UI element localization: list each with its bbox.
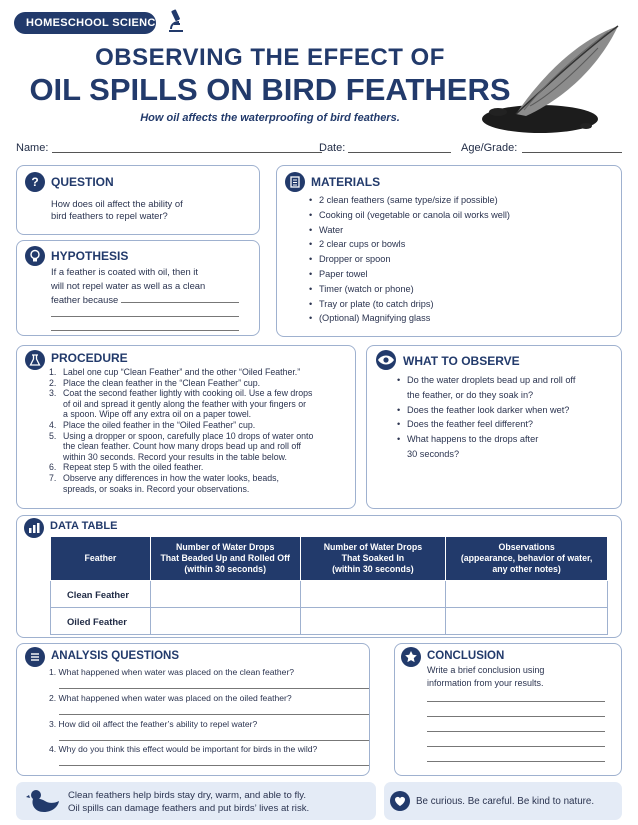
materials-item: • Water	[309, 223, 510, 238]
materials-item: • Dropper or spoon	[309, 252, 510, 267]
analysis-question: 1. What happened when water was placed on the clean feather?	[49, 667, 295, 677]
hypothesis-answer-line[interactable]	[51, 330, 239, 331]
materials-title: MATERIALS	[311, 175, 381, 189]
date-field[interactable]	[348, 142, 451, 153]
age-grade-field[interactable]	[522, 142, 622, 153]
feather-oil-illustration	[478, 22, 628, 137]
procedure-step: within 30 seconds. Record your results in the table below.	[63, 451, 287, 462]
procedure-step: 6. Repeat step 5 with the oiled feather.	[49, 462, 204, 473]
row-label: Clean Feather	[51, 581, 151, 608]
table-header: Observations (appearance, behavior of water, any other notes)	[446, 537, 608, 581]
footer-left-text-2: Oil spills can damage feathers and put birds’ lives at risk.	[68, 803, 310, 814]
analysis-answer-line[interactable]	[59, 688, 369, 689]
procedure-step: 2. Place the clean feather in the “Clean Feather” cup.	[49, 377, 261, 388]
data-table-title: DATA TABLE	[50, 520, 118, 532]
analysis-question: 3. How did oil affect the feather’s ability to repel water?	[49, 719, 258, 729]
table-cell-input[interactable]	[300, 581, 446, 608]
microscope-icon	[164, 8, 186, 34]
materials-item: • Tray or plate (to catch drips)	[309, 297, 510, 312]
clipboard-icon	[285, 172, 305, 192]
table-header-row	[51, 537, 608, 581]
analysis-answer-line[interactable]	[59, 714, 369, 715]
materials-list	[309, 193, 510, 326]
category-tag: HOMESCHOOL SCIENCE	[14, 12, 156, 34]
analysis-answer-line[interactable]	[59, 765, 369, 766]
hypothesis-title: HYPOTHESIS	[51, 249, 129, 263]
hypothesis-text-3: feather because	[51, 294, 119, 305]
age-grade-label: Age/Grade:	[461, 142, 518, 154]
question-text-2: bird feathers to repel water?	[51, 210, 168, 221]
table-row	[51, 581, 608, 608]
date-label: Date:	[319, 142, 346, 154]
analysis-section	[16, 643, 370, 776]
footer-right-text: Be curious. Be careful. Be kind to nature.	[416, 796, 595, 807]
table-header: Feather	[51, 537, 151, 581]
procedure-step: the clean feather. Count how many drops bead up and roll off	[63, 441, 302, 452]
table-row	[51, 608, 608, 635]
procedure-step: of oil and spread it gently along the feather with your fingers or	[63, 398, 307, 409]
hypothesis-answer-line[interactable]	[51, 316, 239, 317]
procedure-step: 5. Using a dropper or spoon, carefully place 10 drops of water onto	[49, 430, 314, 441]
observe-item: • What happens to the drops after 30 seconds?	[397, 432, 617, 462]
row-label: Oiled Feather	[51, 608, 151, 635]
observe-item: • Do the water droplets bead up and roll off the feather, or do they soak in?	[397, 373, 617, 403]
conclusion-text-1: Write a brief conclusion using	[427, 665, 545, 675]
procedure-title: PROCEDURE	[51, 351, 128, 365]
table-cell-input[interactable]	[150, 608, 300, 635]
procedure-step: 4. Place the oiled feather in the “Oiled Feather” cup.	[49, 419, 256, 430]
observe-item: • Does the feather look darker when wet?	[397, 403, 617, 418]
table-cell-input[interactable]	[300, 608, 446, 635]
observe-item: • Does the feather feel different?	[397, 417, 617, 432]
eye-icon	[375, 350, 397, 370]
question-icon: ?	[25, 172, 45, 192]
materials-item: • 2 clear cups or bowls	[309, 237, 510, 252]
conclusion-title: CONCLUSION	[427, 650, 505, 662]
materials-item: • Timer (watch or phone)	[309, 282, 510, 297]
table-header: Number of Water Drops That Beaded Up and Rolled Off (within 30 seconds)	[150, 537, 300, 581]
table-cell-input[interactable]	[446, 608, 608, 635]
conclusion-section	[394, 643, 622, 776]
analysis-answer-line[interactable]	[59, 740, 369, 741]
question-title: QUESTION	[51, 175, 114, 189]
title-line-1: OBSERVING THE EFFECT OF	[95, 44, 445, 71]
procedure-step: spreads, or soaks in. Record your observations.	[63, 483, 250, 494]
lightbulb-icon	[25, 246, 45, 266]
list-icon	[25, 647, 45, 667]
beaker-icon	[25, 350, 45, 370]
conclusion-answer-line[interactable]	[427, 716, 605, 717]
conclusion-answer-line[interactable]	[427, 731, 605, 732]
analysis-question: 2. What happened when water was placed on the oiled feather?	[49, 693, 292, 703]
question-text-1: How does oil affect the ability of	[51, 198, 183, 209]
footer-message-left	[16, 782, 376, 820]
conclusion-answer-line[interactable]	[427, 746, 605, 747]
analysis-question: 4. Why do you think this effect would be important for birds in the wild?	[49, 744, 318, 754]
analysis-title: ANALYSIS QUESTIONS	[51, 650, 180, 662]
materials-item: • Paper towel	[309, 267, 510, 282]
star-icon	[401, 647, 421, 667]
materials-item: • (Optional) Magnifying glass	[309, 311, 510, 326]
procedure-steps	[49, 367, 349, 494]
procedure-step: 3. Coat the second feather lightly with cooking oil. Use a few drops	[49, 388, 313, 399]
heart-icon	[390, 791, 410, 811]
data-table	[50, 536, 608, 635]
title-line-2: OIL SPILLS ON BIRD FEATHERS	[29, 72, 511, 107]
question-section	[16, 165, 260, 235]
subtitle: How oil affects the waterproofing of bird feathers.	[140, 112, 400, 124]
procedure-step: 1. Label one cup “Clean Feather” and the other “Oiled Feather.”	[49, 367, 301, 377]
table-cell-input[interactable]	[446, 581, 608, 608]
procedure-step: a spoon. Wipe off any extra oil on a paper towel.	[63, 409, 252, 420]
materials-item: • Cooking oil (vegetable or canola oil works well)	[309, 208, 510, 223]
observe-title: WHAT TO OBSERVE	[403, 354, 520, 368]
table-header: Number of Water Drops That Soaked In (within 30 seconds)	[300, 537, 446, 581]
hypothesis-text-1: If a feather is coated with oil, then it	[51, 266, 198, 277]
name-label: Name:	[16, 142, 49, 154]
hypothesis-section	[16, 240, 260, 336]
observe-list	[397, 373, 617, 462]
materials-item: • 2 clean feathers (same type/size if possible)	[309, 193, 510, 208]
procedure-step: 7. Observe any differences in how the water looks, beads,	[49, 472, 279, 483]
table-cell-input[interactable]	[150, 581, 300, 608]
procedure-section	[16, 345, 356, 509]
name-field[interactable]	[52, 142, 322, 153]
student-info-row	[16, 142, 622, 158]
conclusion-text-2: information from your results.	[427, 678, 544, 688]
conclusion-answer-line[interactable]	[427, 761, 605, 762]
conclusion-answer-line[interactable]	[427, 701, 605, 702]
footer-message-right	[384, 782, 622, 820]
hypothesis-text-2: will not repel water as well as a clean	[51, 280, 206, 291]
observe-section	[366, 345, 622, 509]
materials-section	[276, 165, 622, 337]
bar-chart-icon	[24, 518, 44, 538]
duck-icon	[26, 787, 60, 817]
footer-left-text-1: Clean feathers help birds stay dry, warm, and able to fly.	[68, 790, 307, 801]
hypothesis-answer-line[interactable]	[121, 302, 239, 303]
